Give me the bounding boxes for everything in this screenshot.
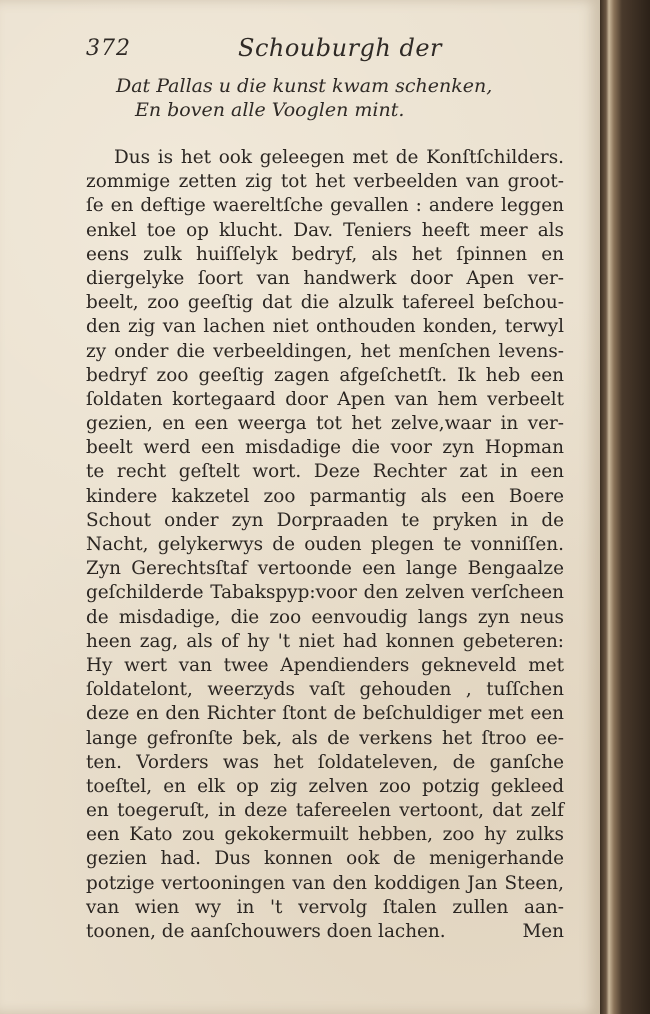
text-line: zommige zetten zig tot het verbeelden van groot- xyxy=(86,171,564,193)
text-line: kindere kakzetel zoo parmantig als een Boere xyxy=(86,485,564,507)
text-line: Hy wert van twee Apendienders gekneveld met xyxy=(86,654,564,676)
text-line: en toegeruſt, in deze tafereelen vertoont, dat zelf xyxy=(86,800,564,822)
body-text xyxy=(86,146,564,944)
text-line: Schout onder zyn Dorpraaden te pryken in de xyxy=(86,509,564,531)
running-title: Schouburgh der xyxy=(238,34,443,62)
catchword: Men xyxy=(522,921,564,942)
text-line: diergelyke ſoort van handwerk door Apen ver- xyxy=(86,267,564,289)
final-line xyxy=(86,920,564,944)
verse-quote xyxy=(116,74,492,122)
verse-line: En boven alle Vooglen mint. xyxy=(135,99,405,121)
text-line: Nacht, gelykerwys de ouden plegen te vonniſſen. xyxy=(86,534,564,555)
text-line: toonen, de aanſchouwers doen lachen. xyxy=(86,921,446,942)
text-line: toeſtel, en elk op zig zelven zoo potzig gekleed xyxy=(86,775,564,797)
text-line: den zig van lachen niet onthouden konden, terwyl xyxy=(86,316,564,338)
text-line: Dus is het ook geleegen met de Konſtſchilders. xyxy=(114,147,564,168)
text-line: zy onder die verbeeldingen, het menſchen levens- xyxy=(86,340,564,362)
text-line: potzige vertooningen van den koddigen Jan Steen, xyxy=(86,872,564,894)
text-line: ſe en deftige waereltſche gevallen : andere leggen xyxy=(86,195,564,217)
text-line: beelt, zoo geeſtig dat die alzulk tafereel beſchou- xyxy=(86,292,564,314)
text-line: gezien had. Dus konnen ook de menigerhande xyxy=(86,848,564,870)
text-line: deze en den Richter ſtont de beſchuldiger met een xyxy=(86,703,564,725)
page-header xyxy=(86,34,576,68)
text-line: ſoldatelont, weerzyds vaſt gehouden , tuſſchen xyxy=(86,679,564,701)
text-line: ten. Vorders was het ſoldateleven, de ganſche xyxy=(86,751,564,773)
text-line: van wien wy in 't vervolg ſtalen zullen aan- xyxy=(86,896,564,918)
text-line: beelt werd een misdadige die voor zyn Hopman xyxy=(86,437,564,459)
text-line: Zyn Gerechtsſtaf vertoonde een lange Bengaalze xyxy=(86,558,564,580)
text-line: te recht geſtelt wort. Deze Rechter zat in een xyxy=(86,461,564,483)
text-line: gezien, en een weerga tot het zelve,waar in ver- xyxy=(86,413,564,435)
book-gutter-edge xyxy=(600,0,650,1014)
page-number: 372 xyxy=(86,36,131,61)
verse-line: Dat Pallas u die kunst kwam schenken, xyxy=(116,75,493,97)
text-line: lange gefronſte bek, als de verkens het ſtroo ee- xyxy=(86,727,564,749)
text-line: ſoldaten kortegaard door Apen van hem verbeelt xyxy=(86,388,564,410)
text-line: heen zag, als of hy 't niet had konnen gebeteren: xyxy=(86,630,564,652)
text-line: eens zulk huiſſelyk bedryf, als het ſpinnen en xyxy=(86,243,564,265)
text-line: de misdadige, die zoo eenvoudig langs zyn neus xyxy=(86,606,564,628)
text-line: enkel toe op klucht. Dav. Teniers heeft meer als xyxy=(86,219,564,241)
text-line: bedryf zoo geeſtig zagen afgeſchetſt. Ik heb een xyxy=(86,364,564,386)
text-line: geſchilderde Tabakspyp:voor den zelven verſcheen xyxy=(86,582,564,604)
text-line: een Kato zou gekokermuilt hebben, zoo hy zulks xyxy=(86,824,564,846)
